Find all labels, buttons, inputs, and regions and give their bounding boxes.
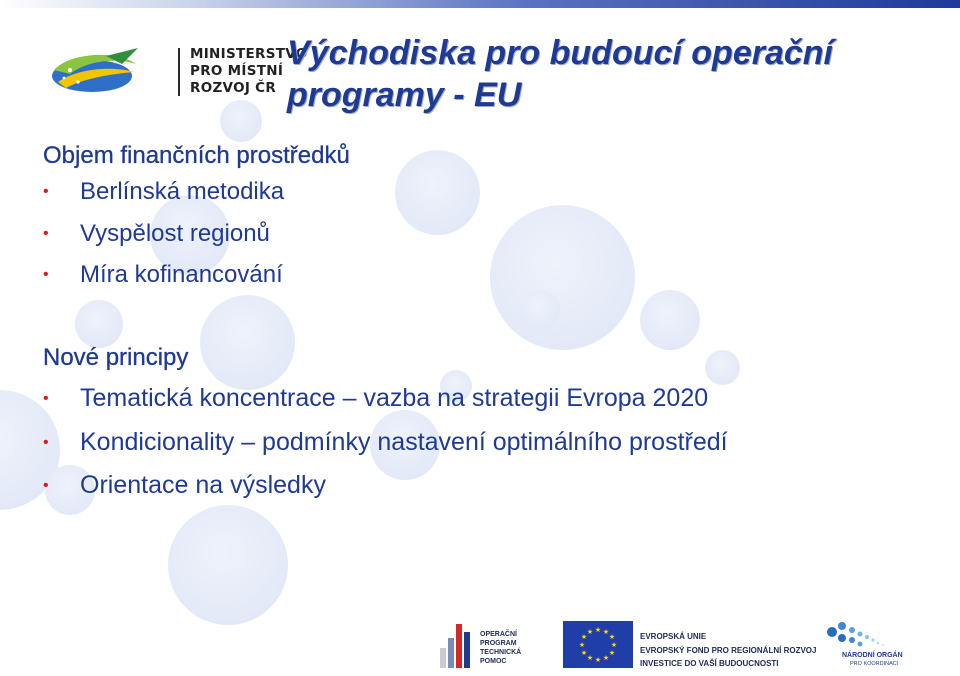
svg-text:★: ★ <box>602 654 610 662</box>
svg-text:★: ★ <box>586 628 594 636</box>
bullet-icon: • <box>43 224 49 242</box>
op-tp-logo <box>440 620 540 668</box>
svg-text:★: ★ <box>594 626 602 634</box>
svg-text:★: ★ <box>586 654 594 662</box>
section-funding <box>43 141 350 296</box>
svg-text:★: ★ <box>594 656 602 664</box>
list-item: • Vyspělost regionů <box>43 213 350 255</box>
logo-separator <box>178 48 180 96</box>
bg-bubble <box>75 300 123 348</box>
list-item: • Berlínská metodika <box>43 171 350 213</box>
bg-bubble <box>520 290 560 330</box>
svg-text:★: ★ <box>602 628 610 636</box>
list-item: • Tematická koncentrace – vazba na strategii Evropa 2020 <box>43 377 728 421</box>
national-authority-logo: NÁRODNÍ ORGÁN PRO KOORDINACI <box>820 618 920 670</box>
list-item: • Kondicionality – podmínky nastavení optimálního prostředí <box>43 421 728 465</box>
section-heading: Objem finančních prostředků <box>43 142 350 169</box>
slide-title: Východiska pro budoucí operační programy - EU <box>287 34 833 114</box>
eu-text: EVROPSKÁ UNIE EVROPSKÝ FOND PRO REGIONÁLNÍ ROZVOJ INVESTICE DO VAŠÍ BUDOUCNOSTI <box>640 632 817 668</box>
bullet-list <box>43 377 728 508</box>
bg-bubble <box>395 150 480 235</box>
bullet-icon: • <box>43 477 49 494</box>
svg-text:★: ★ <box>580 649 588 657</box>
svg-text:★: ★ <box>610 641 618 649</box>
bullet-icon: • <box>43 390 49 407</box>
bullet-icon: • <box>43 266 49 283</box>
bullet-icon: • <box>43 433 49 451</box>
list-item: • Orientace na výsledky <box>43 464 728 508</box>
eu-flag-icon <box>563 621 633 668</box>
ministry-logo <box>48 44 308 100</box>
section-principles <box>43 343 728 508</box>
bullet-list <box>43 171 350 296</box>
bg-bubble <box>640 290 700 350</box>
bg-bubble <box>490 205 635 350</box>
ministry-name: MINISTERSTVO PRO MÍSTNÍ ROZVOJ ČR <box>190 46 308 96</box>
top-gradient-bar <box>0 0 960 8</box>
op-tp-text: OPERAČNÍ PROGRAM TECHNICKÁ POMOC <box>480 631 522 665</box>
ministry-emblem-icon <box>48 48 170 96</box>
svg-text:★: ★ <box>608 633 616 641</box>
dots-emblem-icon <box>824 618 894 652</box>
svg-text:★: ★ <box>578 641 586 649</box>
bg-bubble <box>220 100 262 142</box>
bg-bubble <box>168 505 288 625</box>
bullet-icon: • <box>43 183 49 200</box>
section-heading: Nové principy <box>43 344 189 371</box>
svg-text:★: ★ <box>608 649 616 657</box>
svg-text:★: ★ <box>580 633 588 641</box>
list-item: • Míra kofinancování <box>43 254 350 296</box>
